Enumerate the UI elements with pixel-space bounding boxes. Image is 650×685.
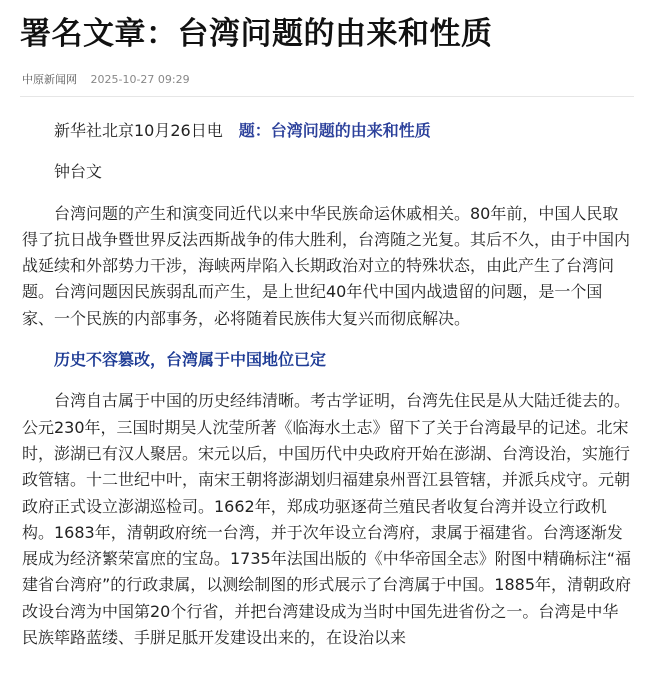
paragraph: 台湾问题的产生和演变同近代以来中华民族命运休戚相关。80年前，中国人民取得了抗日战争暨世界反法西斯战争的伟大胜利，台湾随之光复。其后不久，由于中国内战延续和外部势力干涉，海峡两岸陷入长期政治对立的特殊状态，由此产生了台湾问题。台湾问题因民族弱乱而产生，是上世纪40年代中国内战遗留的问题，是一个国家、一个民族的内部事务，必将随着民族伟大复兴而彻底解决。 bbox=[22, 203, 631, 328]
article-subtitle: 台湾问题的由来和性质 bbox=[270, 121, 431, 140]
source-name[interactable]: 中原新闻网 bbox=[22, 73, 77, 86]
article-author: 钟台文 bbox=[54, 162, 103, 182]
title-prefix: 题： bbox=[238, 121, 271, 140]
article-meta bbox=[22, 71, 190, 87]
article-headline: 署名文章：台湾问题的由来和性质 bbox=[20, 16, 493, 52]
publish-date: 2025-10-27 09:29 bbox=[90, 73, 190, 86]
section-heading: 历史不容篡改，台湾属于中国地位已定 bbox=[54, 350, 327, 370]
paragraph: 台湾自古属于中国的历史经纬清晰。考古学证明，台湾先住民是从大陆迁徙去的。公元230年，三国时期吴人沈莹所著《临海水土志》留下了关于台湾最早的记述。北宋时，澎湖已有汉人聚居。宋元以后，中国历代中央政府开始在澎湖、台湾设治，实施行政管辖。十二世纪中叶，南宋王朝将澎湖划归福建泉州晋江县管辖，并派兵戍守。元朝政府正式设立澎湖巡检司。1662年，郑成功驱逐荷兰殖民者收复台湾并设立行政机构。1683年，清朝政府统一台湾，并于次年设立台湾府，隶属于福建省。台湾逐渐发展成为经济繁荣富庶的宝岛。1735年法国出版的《中华帝国全志》附图中精确标注“福建省台湾府”的行政隶属，以测绘制图的形式展示了台湾属于中国。1885年，清朝政府改设台湾为中国第20个行省，并把台湾建设成为当时中国先进省份之一。台湾是中华民族筚路蓝缕、手胼足胝开发建设出来的，在设治以来 bbox=[22, 391, 632, 648]
article-dateline bbox=[54, 118, 634, 144]
dateline-text: 新华社北京10月26日电 bbox=[54, 121, 223, 140]
article-body bbox=[22, 118, 634, 666]
header-divider bbox=[20, 96, 634, 97]
